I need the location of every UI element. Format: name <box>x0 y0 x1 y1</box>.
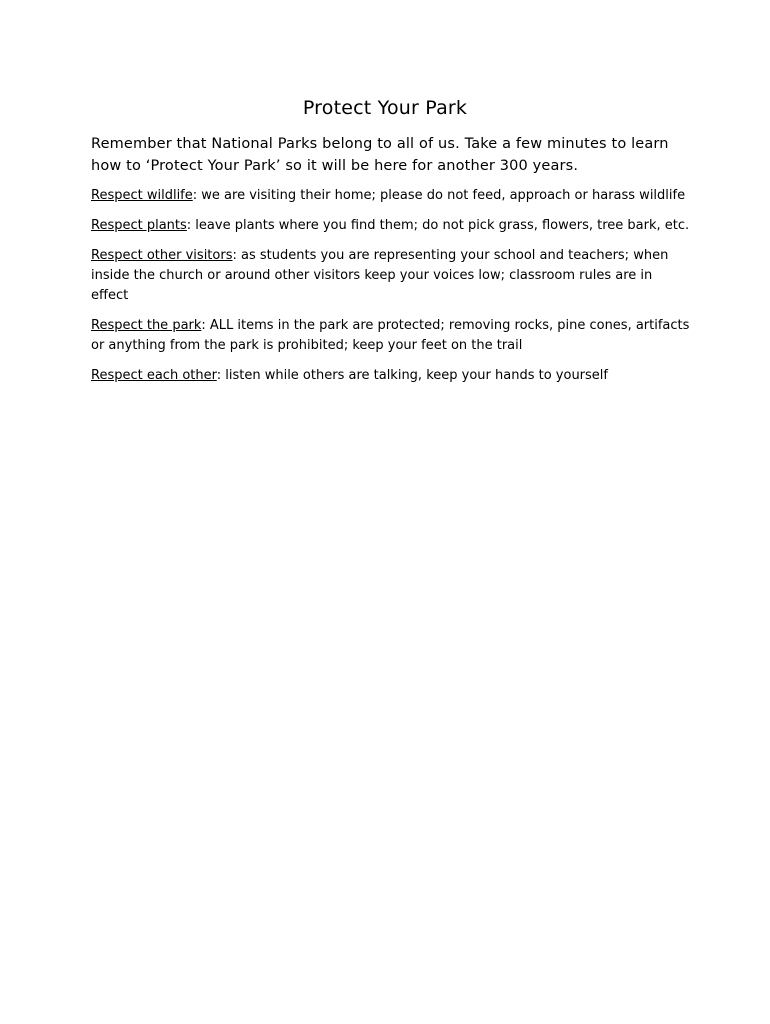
rule-text: : leave plants where you find them; do not pick grass, flowers, tree bark, etc. <box>186 218 690 233</box>
rule-heading: Respect each other <box>91 368 217 383</box>
rule-item-each-other <box>91 366 691 386</box>
rule-heading: Respect wildlife <box>91 188 193 203</box>
rule-text: : ALL items in the park are protected; removing rocks, pine cones, artifacts or anything from the park is prohibited; keep your feet on the trail <box>91 318 690 353</box>
rule-heading: Respect other visitors <box>91 248 233 263</box>
rule-item-park <box>91 316 691 356</box>
page-title: Protect Your Park <box>302 97 468 119</box>
rule-item-wildlife <box>91 186 691 206</box>
rule-item-plants <box>91 216 691 236</box>
rule-text: : listen while others are talking, keep your hands to yourself <box>216 368 608 383</box>
rule-text: : as students you are representing your school and teachers; when inside the church or around other visitors keep your voices low; classroom rules are in effect <box>91 248 669 303</box>
rule-item-visitors <box>91 246 691 306</box>
rule-text: : we are visiting their home; please do not feed, approach or harass wildlife <box>192 188 686 203</box>
intro-paragraph: Remember that National Parks belong to all of us. Take a few minutes to learn how to ‘Protect Your Park’ so it will be here for another 300 years. <box>91 136 669 174</box>
rules-list <box>91 186 691 396</box>
rule-heading: Respect plants <box>91 218 187 233</box>
rule-heading: Respect the park <box>91 318 202 333</box>
